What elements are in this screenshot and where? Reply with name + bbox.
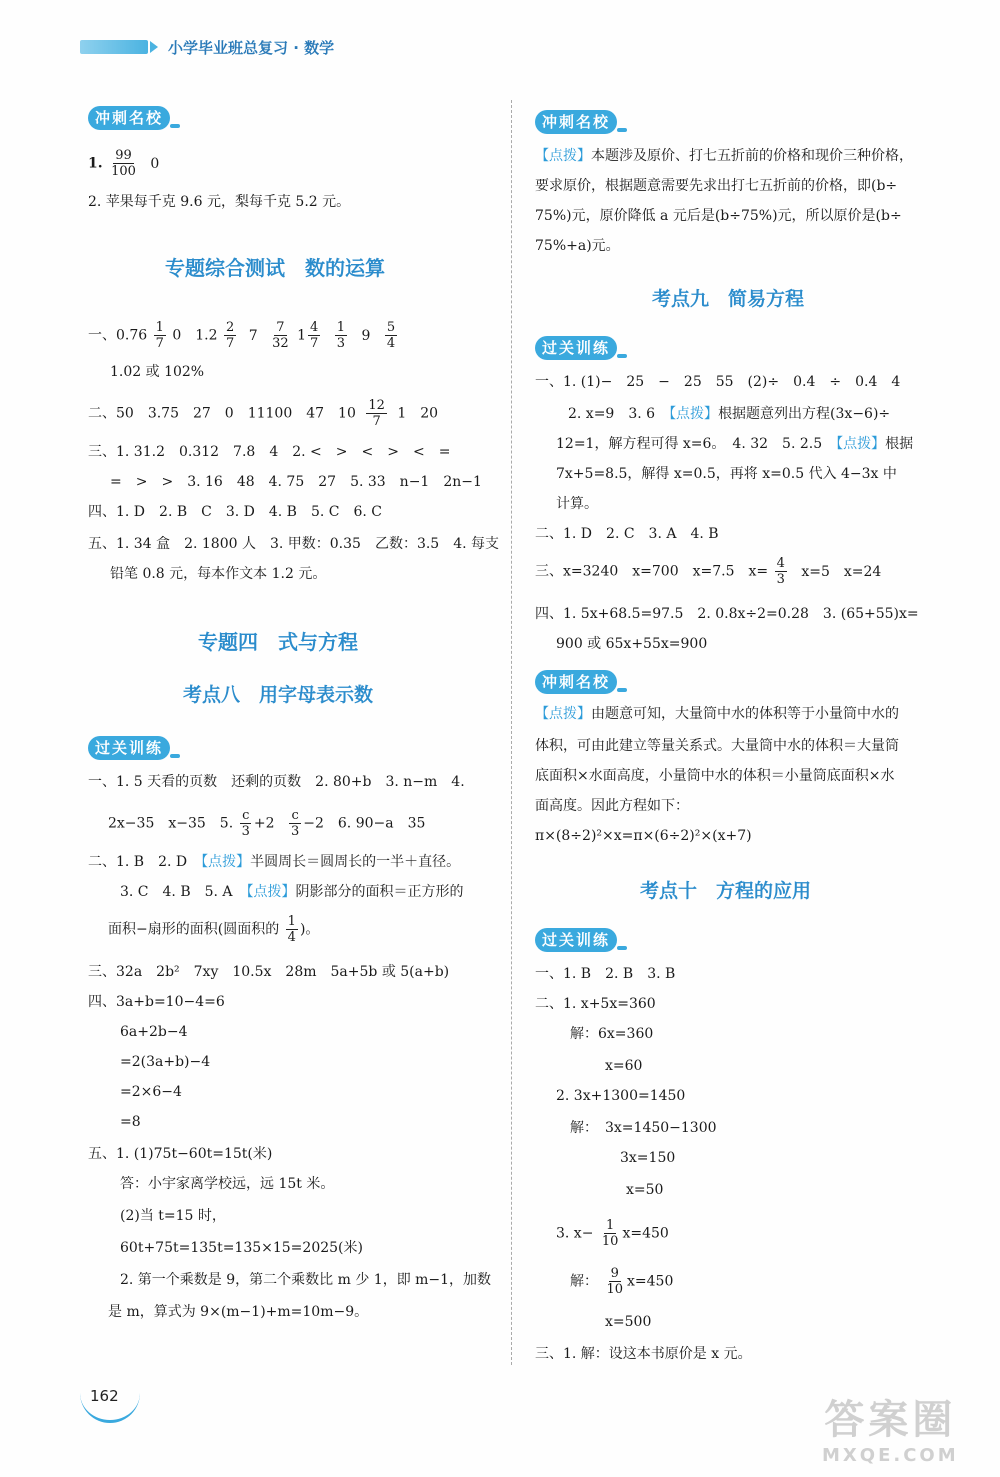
answer-line: (2)当 t=15 时， (120, 1208, 226, 1224)
answer-line: 四、1. 5x+68.5=97.5 2. 0.8x÷2=0.28 3. (65+55)x= (535, 606, 919, 622)
answer-line: 2. 苹果每千克 9.6 元，梨每千克 5.2 元。 (88, 194, 351, 210)
answer-line: 12=1，解方程可得 x=6。 4. 32 5. 2.5 【点拨】根据 (556, 436, 914, 452)
answer-line: 三、x=3240 x=700 x=7.5 x= $\frac{4}{3}$ x=5 x=24 (535, 556, 882, 587)
answer-line: = > > 3. 16 48 4. 75 27 5. 33 n−1 2n−1 (110, 474, 482, 490)
tip-label: 【点拨】 (535, 706, 591, 722)
answer-line: 二、50 3.75 27 0 11100 47 10 $\frac{12}{7}$ 1 20 (88, 398, 439, 429)
answer-line: π×(8÷2)²×x=π×(6÷2)²×(x+7) (535, 828, 752, 844)
answer-line: 计算。 (556, 496, 598, 512)
answer-line: =2×6−4 (120, 1084, 182, 1100)
section-title: 专题四 式与方程 (198, 630, 358, 654)
answer-line: 面积−扇形的面积(圆面积的 $\frac{1}{4}$ )。 (108, 914, 320, 945)
answer-line: 一、1. (1)− 25 − 25 55 (2)÷ 0.4 ÷ 0.4 4 (535, 374, 901, 390)
answer-line: 【点拨】由题意可知，大量筒中水的体积等于小量筒中水的 (535, 706, 899, 722)
answer-line: 四、3a+b=10−4=6 (88, 994, 225, 1010)
subsection-title: 考点八 用字母表示数 (183, 684, 374, 706)
subsection-title: 考点十 方程的应用 (640, 880, 812, 902)
answer-line: 三、32a 2b² 7xy 10.5x 28m 5a+5b 或 5(a+b) (88, 964, 450, 980)
section-badge-guoguan: 过关训练 (535, 928, 617, 952)
page-header (80, 32, 334, 62)
answer-line: 五、1. (1)75t−60t=15t(米) (88, 1146, 273, 1162)
answer-line: 1. $\frac{99}{100}$ 0 (88, 148, 160, 179)
answer-line: 三、1. 31.2 0.312 7.8 4 2. < > < > < = (88, 444, 451, 460)
subsection-title: 考点九 简易方程 (652, 288, 805, 310)
fraction: $\frac{99}{100}$ (111, 148, 136, 179)
answer-line: 75%)元，原价降低 a 元后是(b÷75%)元，所以原价是(b÷ (535, 208, 902, 224)
answer-line: 3. C 4. B 5. A 【点拨】阴影部分的面积＝正方形的 (120, 884, 464, 900)
answer-line: 一、1. 5 天看的页数 还剩的页数 2. 80+b 3. n−m 4. (88, 774, 465, 790)
answer-line: 3x=150 (620, 1150, 676, 1166)
page-number: 162 (90, 1387, 119, 1405)
answer-line: 二、1. D 2. C 3. A 4. B (535, 526, 719, 542)
answer-line: 2. 3x+1300=1450 (556, 1088, 686, 1104)
answer-line: 是 m，算式为 9×(m−1)+m=10m−9。 (108, 1304, 369, 1320)
section-badge-chongci: 冲刺名校 (535, 670, 617, 694)
answer-line: 6a+2b−4 (120, 1024, 188, 1040)
header-title: 小学毕业班总复习 · 数学 (168, 38, 335, 57)
answer-line: =2(3a+b)−4 (120, 1054, 211, 1070)
answer-line: x=60 (605, 1058, 643, 1074)
answer-line: 二、1. B 2. D 【点拨】半圆周长＝圆周长的一半＋直径。 (88, 854, 461, 870)
answer-line: 75%+a)元。 (535, 238, 620, 254)
answer-line: 一、1. B 2. B 3. B (535, 966, 676, 982)
answer-line: 2. 第一个乘数是 9，第二个乘数比 m 少 1，即 m−1，加数 (120, 1272, 492, 1288)
answer-line: x=500 (605, 1314, 652, 1330)
answer-line: 三、1. 解：设这本书原价是 x 元。 (535, 1346, 752, 1362)
answer-line: 一、0.76 $\frac{1}{7}$ 0 1.2 $\frac{2}{7}$ 7 $\frac{7}{32}$ 1 $\frac{4}{7}$ $\frac{1}{3}$ 9 $\frac{5}{4}$ (88, 320, 396, 351)
answer-line: 底面积×水面高度，小量筒中水的体积＝小量筒底面积×水 (535, 768, 895, 784)
column-divider (511, 100, 512, 1365)
tip-label: 【点拨】 (201, 854, 251, 870)
answer-line: 解： 3x=1450−1300 (570, 1120, 717, 1136)
answer-line: 体积，可由此建立等量关系式。大量筒中水的体积＝大量筒 (535, 738, 899, 754)
watermark-logo: 答案圈 MXQE.COM (822, 1397, 959, 1466)
tip-label: 【点拨】 (246, 884, 296, 900)
answer-line: 四、1. D 2. B C 3. D 4. B 5. C 6. C (88, 504, 383, 520)
section-badge-guoguan: 过关训练 (535, 336, 617, 360)
answer-line: x=50 (626, 1182, 664, 1198)
answer-line: 答：小宇家离学校远，远 15t 米。 (120, 1176, 335, 1192)
answer-line: 7x+5=8.5，解得 x=0.5，再将 x=0.5 代入 4−3x 中 (556, 466, 897, 482)
answer-line: 60t+75t=135t=135×15=2025(米) (120, 1240, 363, 1256)
answer-line: 3. x− $\frac{1}{10}$ x=450 (556, 1218, 669, 1249)
section-badge-guoguan: 过关训练 (88, 736, 170, 760)
answer-line: 1.02 或 102% (110, 364, 205, 380)
answer-line: 解： $\frac{9}{10}$ x=450 (570, 1266, 674, 1297)
tip-label: 【点拨】 (669, 406, 719, 422)
answer-line: =8 (120, 1114, 141, 1130)
tip-label: 【点拨】 (836, 436, 886, 452)
answer-line: 2. x=9 3. 6 【点拨】根据题意列出方程(3x−6)÷ (568, 406, 891, 422)
answer-line: 900 或 65x+55x=900 (556, 636, 708, 652)
answer-line: 二、1. x+5x=360 (535, 996, 656, 1012)
section-title: 专题综合测试 数的运算 (165, 256, 385, 280)
answer-line: 五、1. 34 盒 2. 1800 人 3. 甲数：0.35 乙数：3.5 4. 每支 (88, 536, 500, 552)
answer-line: 铅笔 0.8 元，每本作文本 1.2 元。 (110, 566, 327, 582)
section-badge-chongci: 冲刺名校 (88, 106, 170, 130)
answer-line: 要求原价，根据题意需要先求出打七五折前的价格，即(b÷ (535, 178, 898, 194)
answer-line: 【点拨】本题涉及原价、打七五折前的价格和现价三种价格， (535, 148, 913, 164)
answer-line: 2x−35 x−35 5. $\frac{c}{3}$ +2 $\frac{c}{3}$ −2 6. 90−a 35 (108, 808, 426, 839)
header-decoration (80, 40, 148, 54)
answer-line: 解：6x=360 (570, 1026, 654, 1042)
section-badge-chongci: 冲刺名校 (535, 110, 617, 134)
tip-label: 【点拨】 (535, 148, 591, 164)
answer-line: 面高度。因此方程如下： (535, 798, 689, 814)
header-arrow-icon (150, 41, 158, 53)
